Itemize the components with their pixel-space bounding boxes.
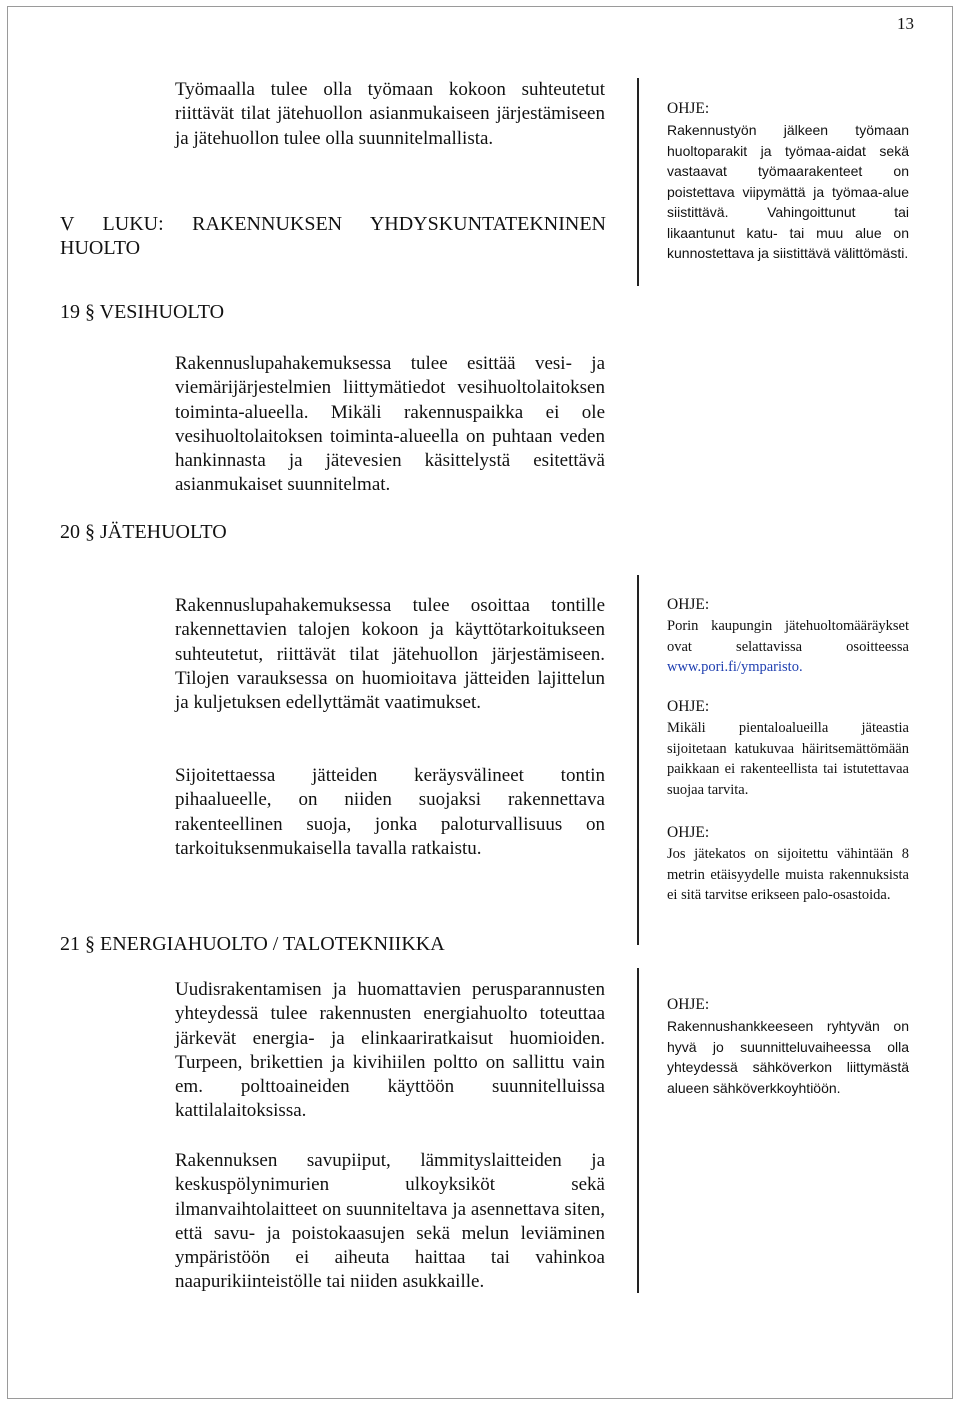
margin-rule-section-21	[637, 968, 639, 1293]
margin-rule-section-20	[637, 575, 639, 945]
intro-paragraph: Työmaalla tulee olla työmaan kokoon suhteutetut riittävät tilat jätehuollon asianmukaiseen järjestämiseen ja jätehuollon tulee olla suunnitelmallista.	[175, 79, 605, 149]
section-20-paragraph-1: Rakennuslupahakemuksessa tulee osoittaa tontille rakennettavien talojen kokoon ja käyttötarkoitukseen suhteutetut, riittävät tilat jätehuollon järjestämiseen. Tilojen varauksessa on huomioitava jätteiden lajittelun ja kuljetuksen edellyttämät vaatimukset.	[175, 595, 605, 714]
note-text-body: Porin kaupungin jätehuoltomääräykset ovat selattavissa osoitteessa	[667, 618, 909, 655]
note-text: Rakennushankkeeseen ryhtyvän on hyvä jo suunnitteluvaiheessa olla yhteydessä sähköverkon liittymästä alueen sähköverkkoyhtiöön.	[667, 1018, 909, 1096]
page-number: 13	[897, 14, 914, 33]
note-waste-regulations	[667, 594, 909, 678]
section-20-paragraph-2: Sijoitettaessa jätteiden keräysvälineet tontin pihaalueelle, on niiden suojaksi rakennettava rakenteellinen suoja, jonka paloturvallisuus on tarkoituksenmukaisella tavalla ratkaistu.	[175, 765, 605, 859]
section-19-paragraph: Rakennuslupahakemuksessa tulee esittää vesi- ja viemärijärjestelmien liittymätiedot vesihuoltolaitoksen toiminta-alueella. Mikäli rakennuspaikka ei ole vesihuoltolaitoksen toiminta-alueella on puhtaan veden hankinnasta ja jätevesien käsittelystä esitettävä asianmukaiset suunnitelmat.	[175, 353, 605, 496]
note-bin-placement	[667, 696, 909, 800]
chapter-heading: V LUKU: RAKENNUKSEN YHDYSKUNTATEKNINEN HUOLTO	[60, 213, 606, 259]
note-text	[667, 616, 909, 678]
section-21-paragraph-2: Rakennuksen savupiiput, lämmityslaitteiden ja keskuspölynimurien ulkoyksiköt sekä ilmanvaihtolaitteet on suunniteltava ja asennettava siten, että savu- ja poistokaasujen sekä melun leviäminen ympäristöön ei aiheuta haittaa tai vahinkoa naapurikiinteistölle tai niiden asukkaille.	[175, 1150, 605, 1293]
section-19-heading: 19 § VESIHUOLTO	[60, 301, 225, 323]
note-electric-grid	[667, 994, 909, 1098]
note-label: OHJE:	[667, 596, 710, 613]
note-label: OHJE:	[667, 698, 710, 715]
section-21-heading: 21 § ENERGIAHUOLTO / TALOTEKNIIKKA	[60, 933, 445, 955]
margin-rule-top	[637, 78, 639, 286]
note-text: Mikäli pientaloalueilla jäteastia sijoitetaan katukuvaa häiritsemättömään paikkaan ei rakenteellista tai istutettavaa suojaa tarvita.	[667, 720, 909, 798]
section-21-paragraph-1: Uudisrakentamisen ja huomattavien perusparannusten yhteydessä tulee rakennusten energiahuolto toteuttaa järkevät energia- ja elinkaariratkaisut huomioiden. Turpeen, brikettien ja kivihiilen poltto on sallittu vain em. polttoaineiden käyttöön suunnitelluissa kattilalaitoksissa.	[175, 979, 605, 1122]
note-shelter-distance	[667, 822, 909, 906]
note-text: Rakennustyön jälkeen työmaan huoltoparakit ja työmaa-aidat sekä vastaavat työmaarakenteet on poistettava viipymättä ja työmaa-alue siistittävä. Vahingoittunut tai likaantunut katu- tai muu alue on kunnostettava ja siistittävä välittömästi.	[667, 122, 909, 261]
note-label: OHJE:	[667, 100, 710, 117]
note-label: OHJE:	[667, 996, 710, 1013]
pori-website-link[interactable]: www.pori.fi/ymparisto.	[667, 659, 803, 675]
section-20-heading: 20 § JÄTEHUOLTO	[60, 521, 227, 543]
note-text: Jos jätekatos on sijoitettu vähintään 8 metrin etäisyydelle muista rakennuksista ei sitä tarvitse erikseen palo-osastoida.	[667, 846, 909, 903]
note-label: OHJE:	[667, 824, 710, 841]
note-site-cleanup	[667, 98, 909, 264]
